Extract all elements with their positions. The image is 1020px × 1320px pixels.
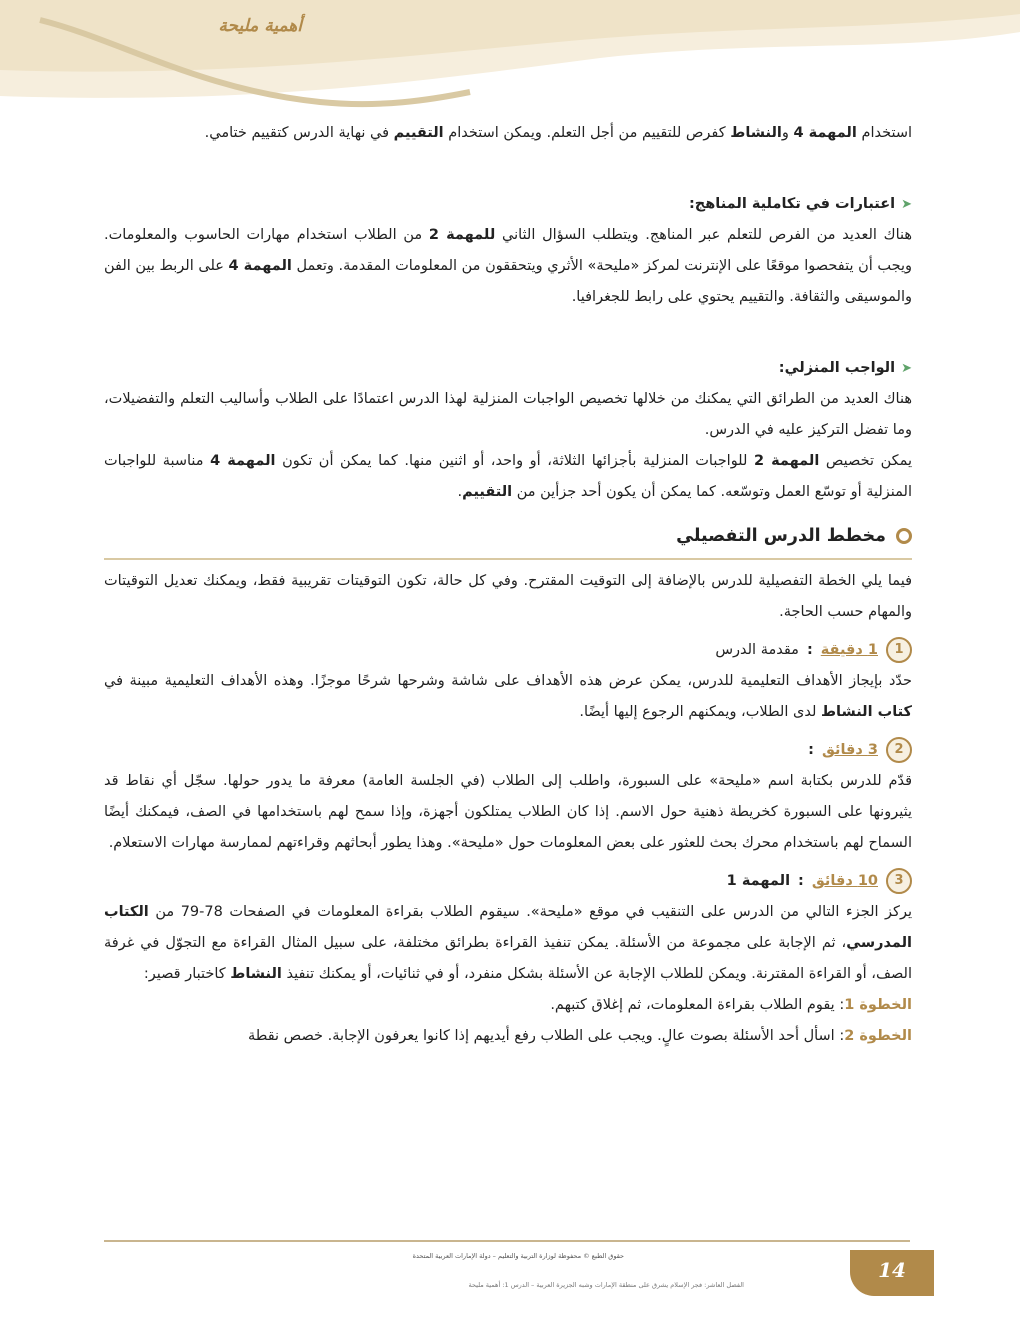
curriculum-paragraph: هناك العديد من الفرص للتعلم عبر المناهج. ويتطلب السؤال الثاني للمهمة 2 من الطلاب استخدام مهارات الحاسوب والمعلومات. ويجب أن يتفحصوا موقعًا على الإنترنت لمركز «مليحة» الأثري ويتحققون من المعلومات المقدمة. وتعمل المهمة 4 على الربط بين الفن والموسيقى والثقافة. والتقييم يحتوي على رابط للجغرافيا. <box>104 227 913 305</box>
arrow-icon: ➤ <box>901 361 912 376</box>
step-number-icon: 3 <box>886 868 912 894</box>
step-number-icon: 2 <box>886 737 912 763</box>
step-heading: 2 3 دقائق : <box>104 734 912 766</box>
step-heading: 1 1 دقيقة : مقدمة الدرس <box>104 634 912 666</box>
footer-copyright: حقوق الطبع © محفوظة لوزارة التربية والتعليم – دولة الإمارات العربية المتحدة <box>412 1252 624 1260</box>
step-paragraph: يركز الجزء التالي من الدرس على التنقيب في موقع «مليحة». سيقوم الطلاب بقراءة المعلومات في الصفحات 78-79 من الكتاب المدرسي، ثم الإجابة على مجموعة من الأسئلة. يمكن تنفيذ القراءة بطرائق مختلفة، على سبيل المثال القراءة مع التجوّل في غرفة الصف، أو القراءة المقترنة. ويمكن للطلاب الإجابة عن الأسئلة بشكل منفرد، أو في ثنائيات، أو يمكنك تنفيذ النشاط كاختبار قصير: <box>104 904 912 982</box>
unit-title: أهمية مليحة <box>218 16 302 36</box>
page-content <box>104 118 912 1052</box>
header-banner <box>0 0 1020 110</box>
homework-paragraph-1: هناك العديد من الطرائق التي يمكنك من خلالها تخصيص الواجبات المنزلية لهذا الدرس اعتمادًا على الطلاب وأساليب التعلم والتفضيلات، وما تفضل التركيز عليه في الدرس. <box>104 391 912 438</box>
footer-rule <box>104 1240 910 1242</box>
bullet-ring-icon <box>896 528 912 544</box>
homework-paragraph-2: يمكن تخصيص المهمة 2 للواجبات المنزلية بأجزائها الثلاثة، أو واحد، أو اثنين منها. كما يمكن أن تكون المهمة 4 مناسبة للواجبات المنزلية أو توسّع العمل وتوسّعه. كما يمكن أن يكون أحد جزأين من التقييم. <box>104 453 913 500</box>
step-paragraph: حدّد بإيجاز الأهداف التعليمية للدرس، يمكن عرض هذه الأهداف على شاشة وشرحها شرحًا موجزًا. وهذه الأهداف التعليمية مبينة في كتاب النشاط لدى الطلاب، ويمكنهم الرجوع إليها أيضًا. <box>104 673 912 720</box>
footer-chapter: الفصل العاشر: فجر الإسلام يشرق على منطقة الإمارات وشبه الجزيرة العربية – الدرس 1: أهمية مليحة <box>468 1281 744 1289</box>
step-number-icon: 1 <box>886 637 912 663</box>
procedure-step-1: الخطوة 1: يقوم الطلاب بقراءة المعلومات، ثم إغلاق كتبهم. <box>550 997 912 1013</box>
arrow-icon: ➤ <box>901 197 912 212</box>
homework-heading: ➤ الواجب المنزلي: <box>104 353 912 384</box>
intro-paragraph: استخدام المهمة 4 والنشاط كفرص للتقييم من أجل التعلم. ويمكن استخدام التقييم في نهاية الدرس كتقييم ختامي. <box>204 125 912 141</box>
procedure-step-2: الخطوة 2: اسأل أحد الأسئلة بصوت عالٍ. ويجب على الطلاب رفع أيديهم إذا كانوا يعرفون الإجابة. خصص نقطة <box>248 1028 912 1044</box>
curriculum-heading: ➤ اعتبارات في تكاملية المناهج: <box>104 189 912 220</box>
page-number: 14 <box>878 1258 906 1282</box>
step-paragraph: قدّم للدرس بكتابة اسم «مليحة» على السبورة، واطلب إلى الطلاب (في الجلسة العامة) معرفة ما يدور حولها. سجّل أي نقاط قد يثيرونها على السبورة كخريطة ذهنية حول الاسم. إذا كان الطلاب يمتلكون أجهزة، وإذا سمح لهم باستخدامها في الصف، فيمكنك أيضًا السماح لهم باستخدام محرك بحث للعثور على بعض المعلومات حول «مليحة». وهذا يطور أبحاثهم وقراءتهم لممارسة مهارات الاستعلام. <box>104 773 912 851</box>
lesson-plan-title: مخطط الدرس التفصيلي <box>104 516 912 560</box>
lesson-plan-intro: فيما يلي الخطة التفصيلية للدرس بالإضافة إلى التوقيت المقترح. وفي كل حالة، تكون التوقيتات تقريبية فقط، ويمكنك تعديل التوقيتات والمهام حسب الحاجة. <box>104 573 912 620</box>
step-heading: 3 10 دقائق : المهمة 1 <box>104 865 912 897</box>
